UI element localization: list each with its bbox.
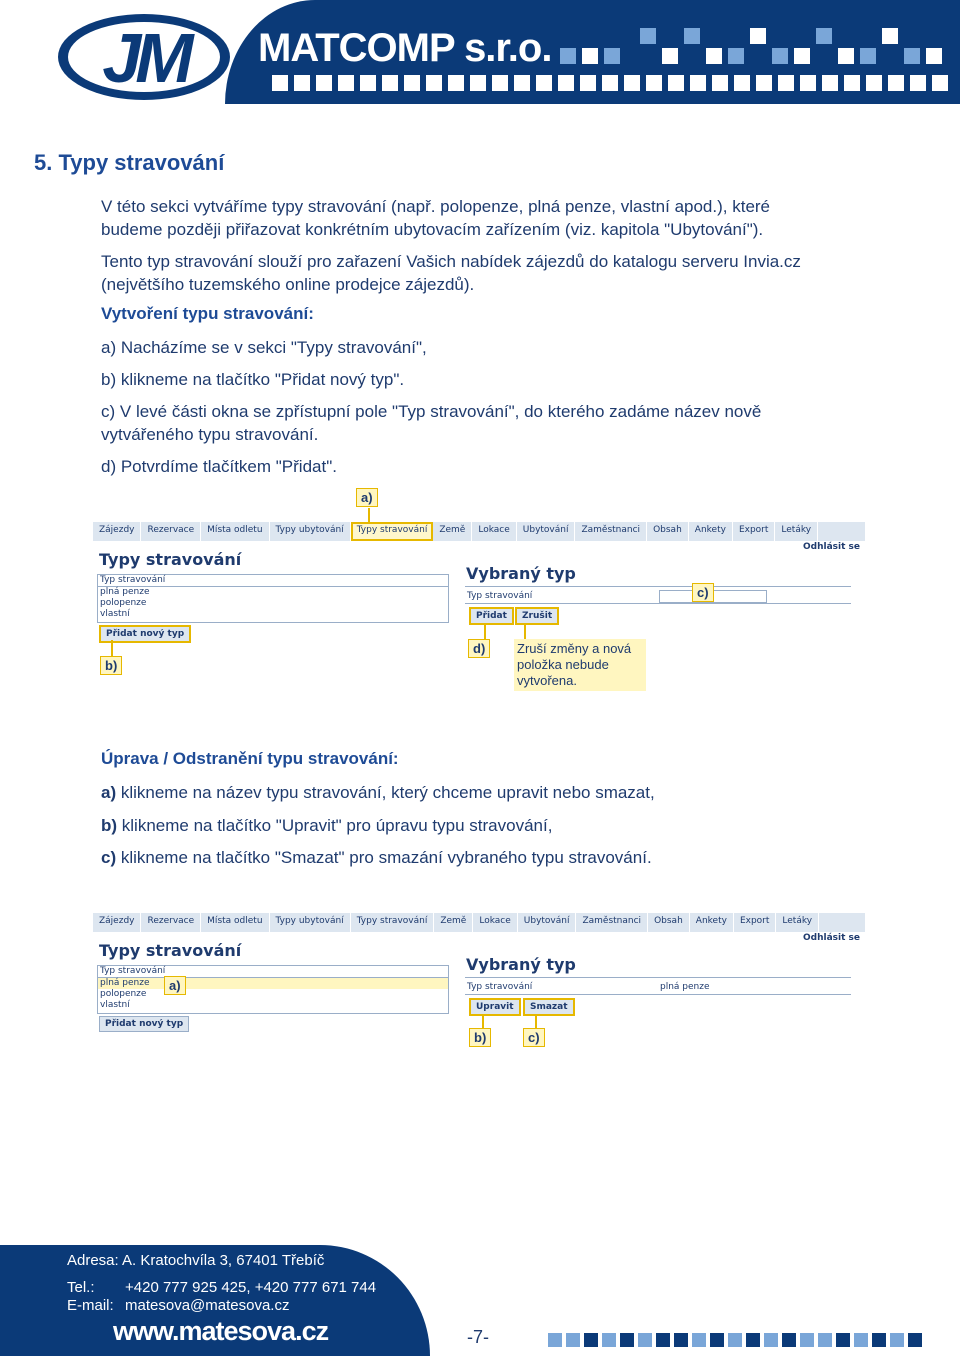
note-text: Zruší změny a nová	[517, 641, 632, 656]
field-label: Typ stravování	[467, 982, 533, 992]
create-step-c-1: c) V levé části okna se zpřístupní pole "Typ stravování", do kterého zadáme název nově	[101, 402, 762, 421]
logout-link[interactable]: Odhlásit se	[803, 933, 860, 943]
list-header: Typ stravování	[98, 966, 448, 978]
nav-item[interactable]: Rezervace	[141, 913, 201, 932]
nav-item[interactable]: Ubytování	[518, 913, 577, 932]
nav-item[interactable]: Země	[434, 913, 473, 932]
cancel-note	[514, 639, 646, 691]
callout-c-edit: c)	[523, 1028, 545, 1047]
callout-d: d)	[468, 639, 490, 658]
selected-type-value: plná penze	[660, 982, 710, 992]
callout-b-line	[111, 640, 113, 656]
list-item[interactable]: plná penze	[100, 587, 150, 597]
edit-step-a	[101, 781, 655, 804]
add-button[interactable]: Přidat	[469, 607, 514, 625]
nav-item[interactable]: Zaměstnanci	[576, 913, 648, 932]
step-text: klikneme na název typu stravování, který chceme upravit nebo smazat,	[116, 783, 655, 802]
step-text: klikneme na tlačítko "Upravit" pro úpravu typu stravování,	[117, 816, 553, 835]
note-text: vytvořena.	[517, 673, 577, 688]
intro-line-4: (největšího tuzemského online prodejce zájezdů).	[101, 275, 475, 294]
left-panel-title: Typy stravování	[99, 941, 242, 960]
footer-tel: +420 777 925 425, +420 777 671 744	[125, 1279, 377, 1296]
nav-item[interactable]: Zájezdy	[93, 913, 141, 932]
edit-step-b	[101, 814, 552, 837]
nav-item[interactable]: Typy ubytování	[270, 913, 351, 932]
logout-link[interactable]: Odhlásit se	[803, 542, 860, 552]
list-header: Typ stravování	[98, 575, 448, 587]
list-item-selected[interactable]: plná penze	[98, 978, 448, 989]
footer-email[interactable]: matesova@matesova.cz	[125, 1297, 290, 1314]
nav-item[interactable]: Lokace	[473, 913, 517, 932]
create-step-d: d) Potvrdíme tlačítkem "Přidat".	[101, 457, 337, 476]
divider	[465, 586, 851, 587]
intro-line-2: budeme později přiřazovat konkrétním ubytovacím zařízením (viz. kapitola "Ubytování").	[101, 220, 764, 239]
create-step-c-2: vytvářeného typu stravování.	[101, 425, 319, 444]
create-heading: Vytvoření typu stravování:	[101, 304, 314, 323]
field-label: Typ stravování	[467, 591, 533, 601]
nav-item[interactable]: Zaměstnanci	[575, 522, 647, 541]
add-new-type-button[interactable]: Přidat nový typ	[99, 1016, 189, 1032]
nav-item-active[interactable]: Typy stravování	[351, 522, 434, 541]
nav-item[interactable]: Obsah	[647, 522, 689, 541]
divider	[465, 994, 851, 995]
intro-line-1: V této sekci vytváříme typy stravování (např. polopenze, plná penze, vlastní apod.), které	[101, 197, 771, 216]
create-step-b: b) klikneme na tlačítko "Přidat nový typ".	[101, 370, 405, 389]
note-text: položka nebude	[517, 657, 609, 672]
list-item[interactable]: polopenze	[100, 989, 147, 999]
callout-c-line	[535, 1014, 537, 1028]
nav-item[interactable]: Export	[734, 913, 776, 932]
nav-item[interactable]: Typy stravování	[351, 913, 435, 932]
screenshot-create	[93, 522, 865, 702]
divider	[465, 977, 851, 978]
nav-item[interactable]: Rezervace	[141, 522, 201, 541]
left-panel-title: Typy stravování	[99, 550, 242, 569]
callout-b: b)	[100, 656, 122, 675]
callout-b-line	[482, 1014, 484, 1028]
nav-item[interactable]: Ankety	[690, 913, 734, 932]
footer-email-label: E-mail:	[67, 1297, 114, 1314]
callout-d-line	[484, 625, 486, 639]
nav-item[interactable]: Ankety	[689, 522, 733, 541]
callout-a-edit: a)	[164, 976, 186, 995]
delete-button[interactable]: Smazat	[523, 998, 575, 1016]
edit-heading: Úprava / Odstranění typu stravování:	[101, 749, 399, 768]
edit-step-c	[101, 846, 652, 869]
nav-item[interactable]: Místa odletu	[201, 913, 269, 932]
callout-a-line	[368, 508, 370, 522]
nav-item[interactable]: Letáky	[776, 913, 819, 932]
nav-item[interactable]: Obsah	[648, 913, 690, 932]
intro-line-3: Tento typ stravování slouží pro zařazení Vašich nabídek zájezdů do katalogu serveru Invia.cz	[101, 252, 801, 271]
nav-bar	[93, 913, 865, 932]
nav-bar	[93, 522, 865, 541]
step-label: b)	[101, 816, 118, 835]
callout-b-edit: b)	[469, 1028, 491, 1047]
add-new-type-button[interactable]: Přidat nový typ	[99, 625, 191, 643]
nav-item[interactable]: Export	[733, 522, 775, 541]
step-label: c)	[101, 848, 117, 867]
brand-name: MATCOMP s.r.o.	[258, 26, 552, 70]
note-line	[524, 625, 526, 639]
nav-item[interactable]: Letáky	[775, 522, 818, 541]
logo-text: JM	[102, 19, 188, 97]
footer-address: Adresa: A. Kratochvíla 3, 67401 Třebíč	[67, 1252, 325, 1269]
nav-item[interactable]: Typy ubytování	[270, 522, 351, 541]
type-list	[97, 965, 449, 1014]
footer-website[interactable]: www.matesova.cz	[113, 1316, 329, 1346]
callout-a: a)	[356, 488, 378, 507]
list-item[interactable]: vlastní	[100, 1000, 130, 1010]
create-step-a: a) Nacházíme se v sekci "Typy stravování",	[101, 338, 427, 357]
list-item[interactable]: vlastní	[100, 609, 130, 619]
nav-item[interactable]: Místa odletu	[201, 522, 269, 541]
right-panel-title: Vybraný typ	[466, 955, 576, 974]
nav-item[interactable]: Lokace	[472, 522, 516, 541]
nav-item[interactable]: Zájezdy	[93, 522, 141, 541]
edit-button[interactable]: Upravit	[469, 998, 521, 1016]
cancel-button[interactable]: Zrušit	[515, 607, 559, 625]
screenshot-edit	[93, 913, 865, 1093]
list-item[interactable]: polopenze	[100, 598, 147, 608]
right-panel-title: Vybraný typ	[466, 564, 576, 583]
callout-c: c)	[692, 583, 714, 602]
section-title: 5. Typy stravování	[34, 150, 225, 175]
nav-item[interactable]: Ubytování	[517, 522, 576, 541]
divider	[465, 603, 851, 604]
type-list	[97, 574, 449, 623]
step-label: a)	[101, 783, 117, 802]
footer-tel-label: Tel.:	[67, 1279, 95, 1296]
page-number: -7-	[467, 1327, 489, 1347]
nav-item[interactable]: Země	[433, 522, 472, 541]
step-text: klikneme na tlačítko "Smazat" pro smazání vybraného typu stravování.	[116, 848, 652, 867]
